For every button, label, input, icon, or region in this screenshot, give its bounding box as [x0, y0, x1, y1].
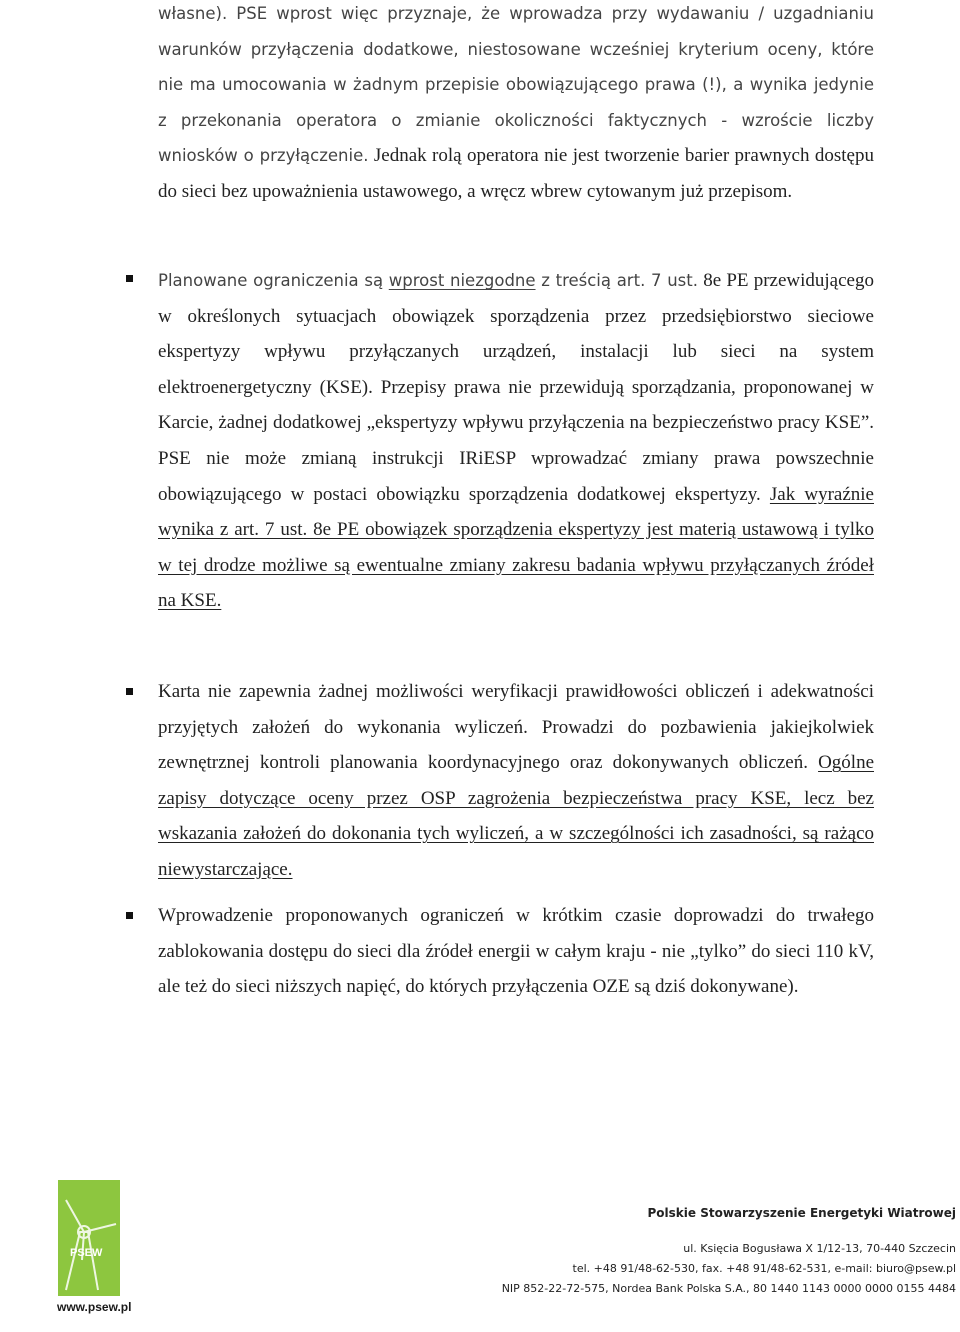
bullet-marker — [126, 912, 133, 919]
bullet-marker — [126, 275, 133, 282]
bullet-1-part3: 8e PE przewidującego w określonych sytuacjach obowiązek sporządzenia przez przedsiębiorstwo sieciowe ekspertyzy wpływu przyłączanych urządzeń, instalacji lub sieci na system elektroenergetyczny (KSE). Przepisy prawa nie przewidują sporządzania, proponowanej w Karcie, żadnej dodatkowej „ekspertyzy wpływu przyłączenia na bezpieczeństwo pracy KSE”. PSE nie może zmianą instrukcji IRiESP wprowadzać zmiany prawa powszechnie obowiązującego w postaci obowiązku sporządzenia dodatkowej ekspertyzy. — [158, 270, 874, 505]
paragraph-intro — [158, 0, 874, 210]
bank-info: NIP 852-22-72-575, Nordea Bank Polska S.A., 80 1440 1143 0000 0000 0155 4484 — [501, 1282, 956, 1295]
bullet-paragraph-1 — [158, 263, 874, 619]
paragraph-intro-part2: Jednak rolą operatora nie jest tworzenie barier prawnych dostępu do sieci bez upoważnienia ustawowego, a wręcz wbrew cytowanym już przepisom. — [158, 145, 874, 202]
psew-logo — [58, 1180, 120, 1296]
bullet-paragraph-3 — [158, 898, 874, 1005]
bullet-marker — [126, 688, 133, 695]
website-url: www.psew.pl — [57, 1300, 132, 1314]
bullet-3-text: Wprowadzenie proponowanych ograniczeń w krótkim czasie doprowadzi do trwałego zablokowania dostępu do sieci dla źródeł energii w całym kraju - nie „tylko” do sieci 110 kV, ale też do sieci niższych napięć, do których przyłączenia OZE są dziś dokonywane). — [158, 905, 874, 998]
bullet-1-underline-2: Jak wyraźnie wynika z art. 7 ust. 8e PE obowiązek sporządzenia ekspertyzy jest materią ustawową i tylko w tej drodze możliwe są ewentualne zmiany zakresu badania wpływu przyłączanych źródeł na KSE. — [158, 483, 874, 612]
bullet-1-part2: z treścią art. 7 ust. — [535, 271, 698, 290]
bullet-2-text: Karta nie zapewnia żadnej możliwości weryfikacji prawidłowości obliczeń i adekwatności przyjętych założeń do wykonania wyliczeń. Prowadzi do pozbawienia jakiejkolwiek zewnętrznej kontroli planowania koordynacyjnego oraz dokonywanych obliczeń. — [158, 681, 874, 774]
organization-name: Polskie Stowarzyszenie Energetyki Wiatrowej — [647, 1206, 956, 1220]
bullet-2-underline: Ogólne zapisy dotyczące oceny przez OSP zagrożenia bezpieczeństwa pracy KSE, lecz bez wskazania założeń do dokonania tych wyliczeń, a w szczególności ich zasadności, są rażąco niewystarczające. — [158, 752, 874, 880]
logo-text: PSEW — [70, 1247, 103, 1259]
wind-turbine-icon — [58, 1180, 120, 1296]
contact-info: tel. +48 91/48-62-530, fax. +48 91/48-62-531, e-mail: biuro@psew.pl — [572, 1262, 956, 1275]
bullet-paragraph-2 — [158, 674, 874, 888]
bullet-1-part1: Planowane ograniczenia są — [158, 271, 389, 290]
bullet-1-underline-1: wprost niezgodne — [388, 271, 536, 290]
address: ul. Księcia Bogusława X 1/12-13, 70-440 Szczecin — [683, 1242, 956, 1255]
paragraph-intro-part1: własne). PSE wprost więc przyznaje, że wprowadza przy wydawaniu / uzgadnianiu warunków przyłączenia dodatkowe, niestosowane wcześniej kryterium oceny, które nie ma umocowania w żadnym przepisie obowiązującego prawa (!), a wynika jedynie z przekonania operatora o zmianie okoliczności faktycznych - wzroście liczby wniosków o przyłączenie. — [158, 4, 874, 166]
